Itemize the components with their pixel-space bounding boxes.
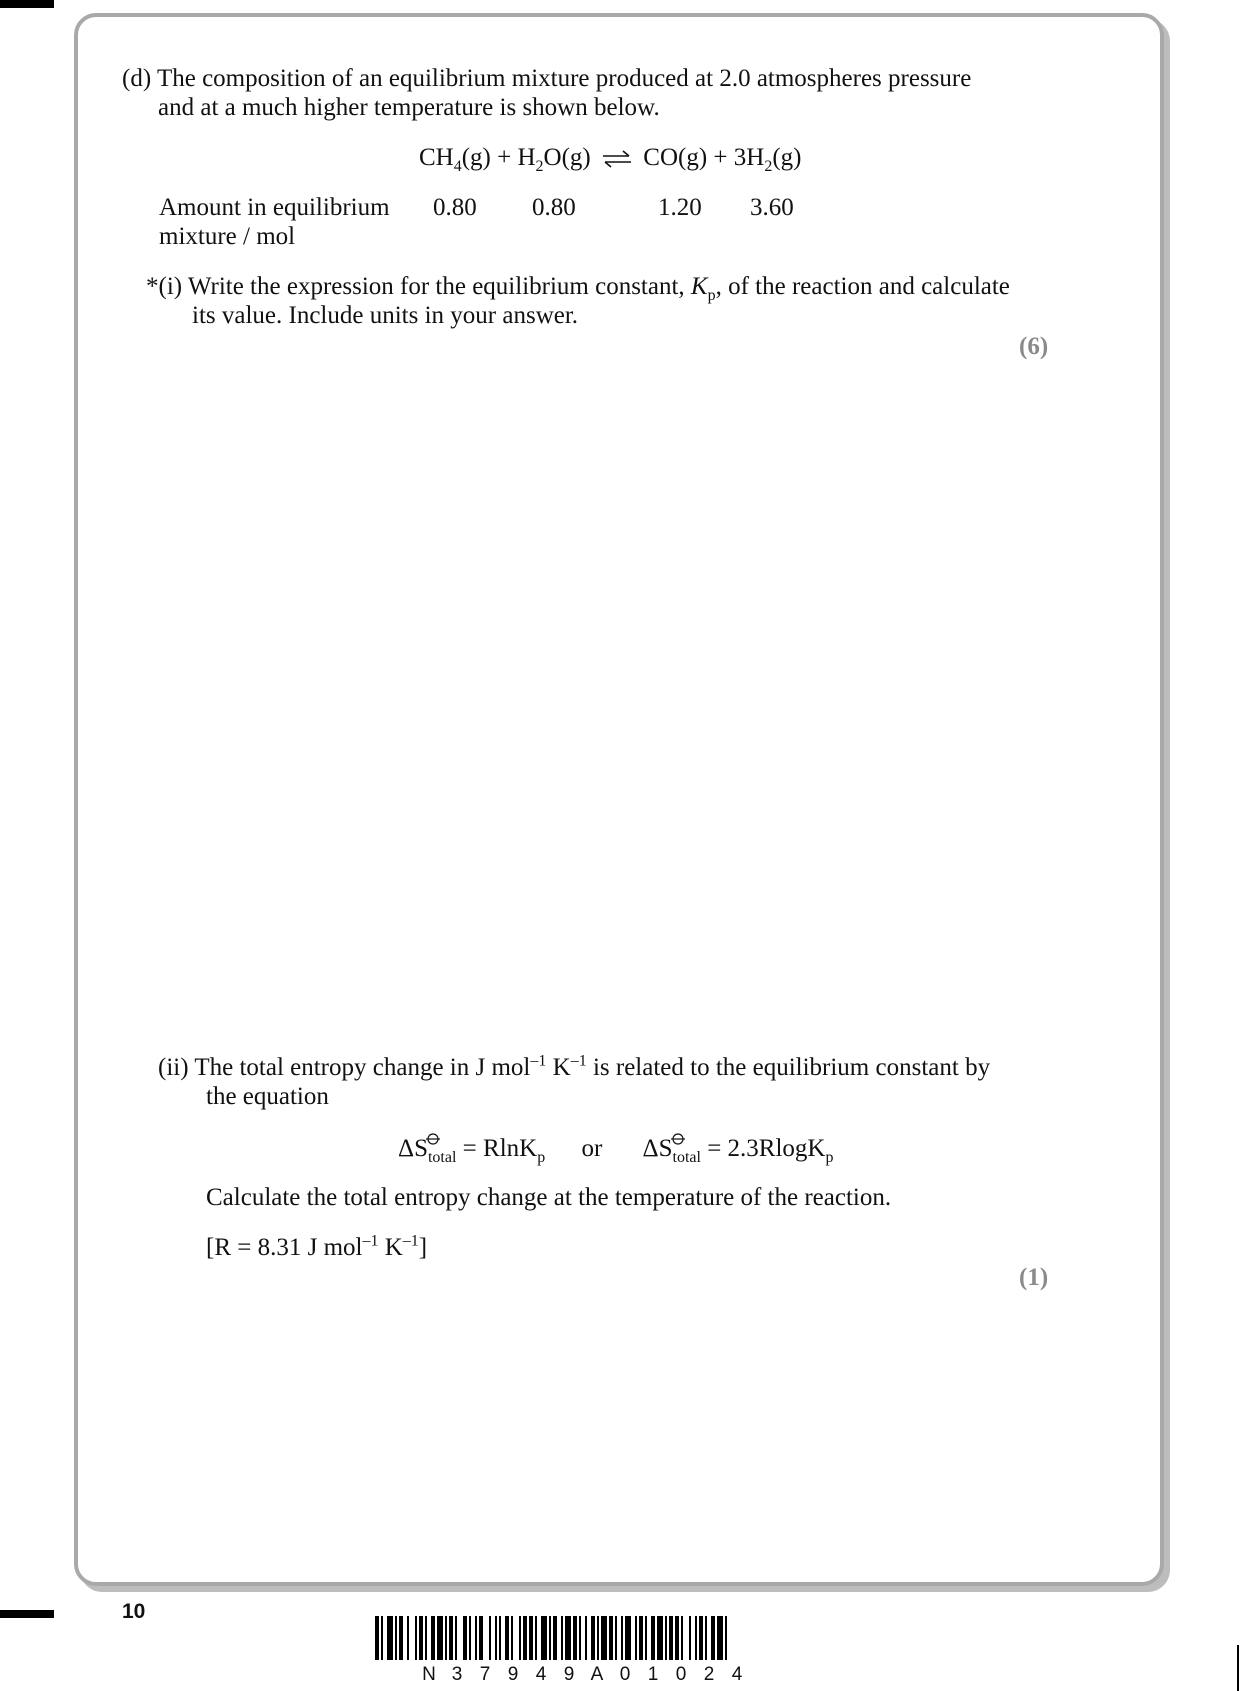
barcode-bar bbox=[639, 1616, 643, 1660]
barcode-bar bbox=[665, 1616, 667, 1660]
barcode-bar bbox=[553, 1616, 557, 1660]
standard-state-icon-2 bbox=[671, 1132, 685, 1146]
barcode-bar bbox=[717, 1616, 723, 1660]
barcode-bar bbox=[519, 1616, 521, 1660]
amount-ch4: 0.80 bbox=[433, 194, 477, 221]
barcode-bar bbox=[549, 1616, 551, 1660]
barcode-bar bbox=[455, 1616, 457, 1660]
barcode-bar bbox=[695, 1616, 697, 1660]
barcode-bar bbox=[437, 1616, 443, 1660]
barcode-bar bbox=[579, 1616, 581, 1660]
barcode-bar bbox=[529, 1616, 533, 1660]
barcode-bar bbox=[381, 1616, 383, 1660]
barcode-bar bbox=[505, 1616, 509, 1660]
barcode-bar bbox=[615, 1616, 617, 1660]
barcode-bar bbox=[591, 1616, 595, 1660]
barcode-bar bbox=[651, 1616, 655, 1660]
barcode-bar bbox=[621, 1616, 623, 1660]
barcode-bar bbox=[399, 1616, 403, 1660]
barcode-bar bbox=[635, 1616, 637, 1660]
amount-h2o: 0.80 bbox=[532, 194, 576, 221]
top-edge-mark bbox=[0, 0, 54, 8]
part-ii-line2: the equation bbox=[206, 1083, 329, 1110]
barcode-bar bbox=[463, 1616, 467, 1660]
barcode-bar bbox=[445, 1616, 447, 1660]
barcode-bar bbox=[601, 1616, 607, 1660]
barcode-bar bbox=[425, 1616, 427, 1660]
barcode-bar bbox=[689, 1616, 691, 1660]
equilibrium-arrow-icon bbox=[597, 149, 637, 169]
barcode-bar bbox=[475, 1616, 477, 1660]
part-i-marks: (6) bbox=[1019, 333, 1049, 360]
right-edge-tick bbox=[1237, 1645, 1239, 1691]
barcode-bar bbox=[675, 1616, 679, 1660]
barcode-bar bbox=[469, 1616, 471, 1660]
barcode-bar bbox=[609, 1616, 613, 1660]
part-ii-calc: Calculate the total entropy change at the temperature of the reaction. bbox=[206, 1184, 892, 1211]
barcode-bar bbox=[585, 1616, 587, 1660]
barcode-bar bbox=[645, 1616, 647, 1660]
entropy-formula: ΔS $_{total}$ = RlnK$_p$ or ΔS $_{total}$ = 2.3RlogK$_p$ bbox=[398, 1134, 833, 1163]
barcode-bar bbox=[387, 1616, 393, 1660]
barcode-bar bbox=[573, 1616, 577, 1660]
barcode-bar bbox=[489, 1616, 491, 1660]
amount-label-line2: mixture / mol bbox=[159, 223, 296, 250]
part-d-line2: and at a much higher temperature is shown below. bbox=[158, 94, 660, 121]
amount-label-line1: Amount in equilibrium bbox=[159, 194, 390, 221]
part-ii-line1: (ii) The total entropy change in J mol$^{-1}$ $K^{-1}$ is related to the equilibrium constant by bbox=[158, 1052, 991, 1081]
barcode-icon bbox=[375, 1616, 865, 1662]
part-d-line1: (d) The composition of an equilibrium mixture produced at 2.0 atmospheres pressure bbox=[122, 65, 972, 92]
barcode-bar bbox=[597, 1616, 599, 1660]
barcode-bar bbox=[535, 1616, 537, 1660]
amount-h2: 3.60 bbox=[750, 194, 794, 221]
bottom-edge-mark bbox=[0, 1610, 54, 1618]
barcode-bar bbox=[499, 1616, 501, 1660]
barcode-bar bbox=[431, 1616, 435, 1660]
gas-constant: [R = 8.31 J mol$^{-1}$ $K^{-1}$] bbox=[206, 1232, 428, 1261]
barcode-bar bbox=[375, 1616, 379, 1660]
barcode-bar bbox=[561, 1616, 563, 1660]
amount-co: 1.20 bbox=[658, 194, 702, 221]
part-i-line1: *(i) Write the expression for the equilibrium constant, $K_p$, of the reaction and calculate bbox=[146, 273, 1010, 304]
barcode-bar bbox=[657, 1616, 663, 1660]
barcode-bar bbox=[479, 1616, 483, 1660]
barcode-text: N 3 7 9 4 9 A 0 1 0 2 4 bbox=[422, 1664, 743, 1685]
barcode-bar bbox=[449, 1616, 453, 1660]
standard-state-icon bbox=[426, 1132, 440, 1146]
barcode-bar bbox=[495, 1616, 497, 1660]
barcode-bar bbox=[419, 1616, 423, 1660]
barcode-bar bbox=[725, 1616, 727, 1660]
barcode-bar bbox=[395, 1616, 397, 1660]
barcode-bar bbox=[511, 1616, 513, 1660]
part-i-line2: its value. Include units in your answer. bbox=[192, 302, 579, 329]
barcode-bar bbox=[625, 1616, 631, 1660]
barcode-bar bbox=[407, 1616, 409, 1660]
barcode-bar bbox=[541, 1616, 547, 1660]
barcode-bar bbox=[523, 1616, 527, 1660]
page-number: 10 bbox=[122, 1600, 146, 1623]
barcode-bar bbox=[699, 1616, 703, 1660]
barcode-bar bbox=[415, 1616, 417, 1660]
barcode-bar bbox=[681, 1616, 683, 1660]
reaction-equation: $CH_4(g) + H_2O(g)$ $CO(g) + 3H_2(g)$ bbox=[419, 144, 802, 175]
barcode-bar bbox=[705, 1616, 707, 1660]
part-ii-marks: (1) bbox=[1019, 1264, 1049, 1291]
barcode-bar bbox=[565, 1616, 571, 1660]
barcode-bar bbox=[711, 1616, 715, 1660]
barcode-bar bbox=[669, 1616, 673, 1660]
